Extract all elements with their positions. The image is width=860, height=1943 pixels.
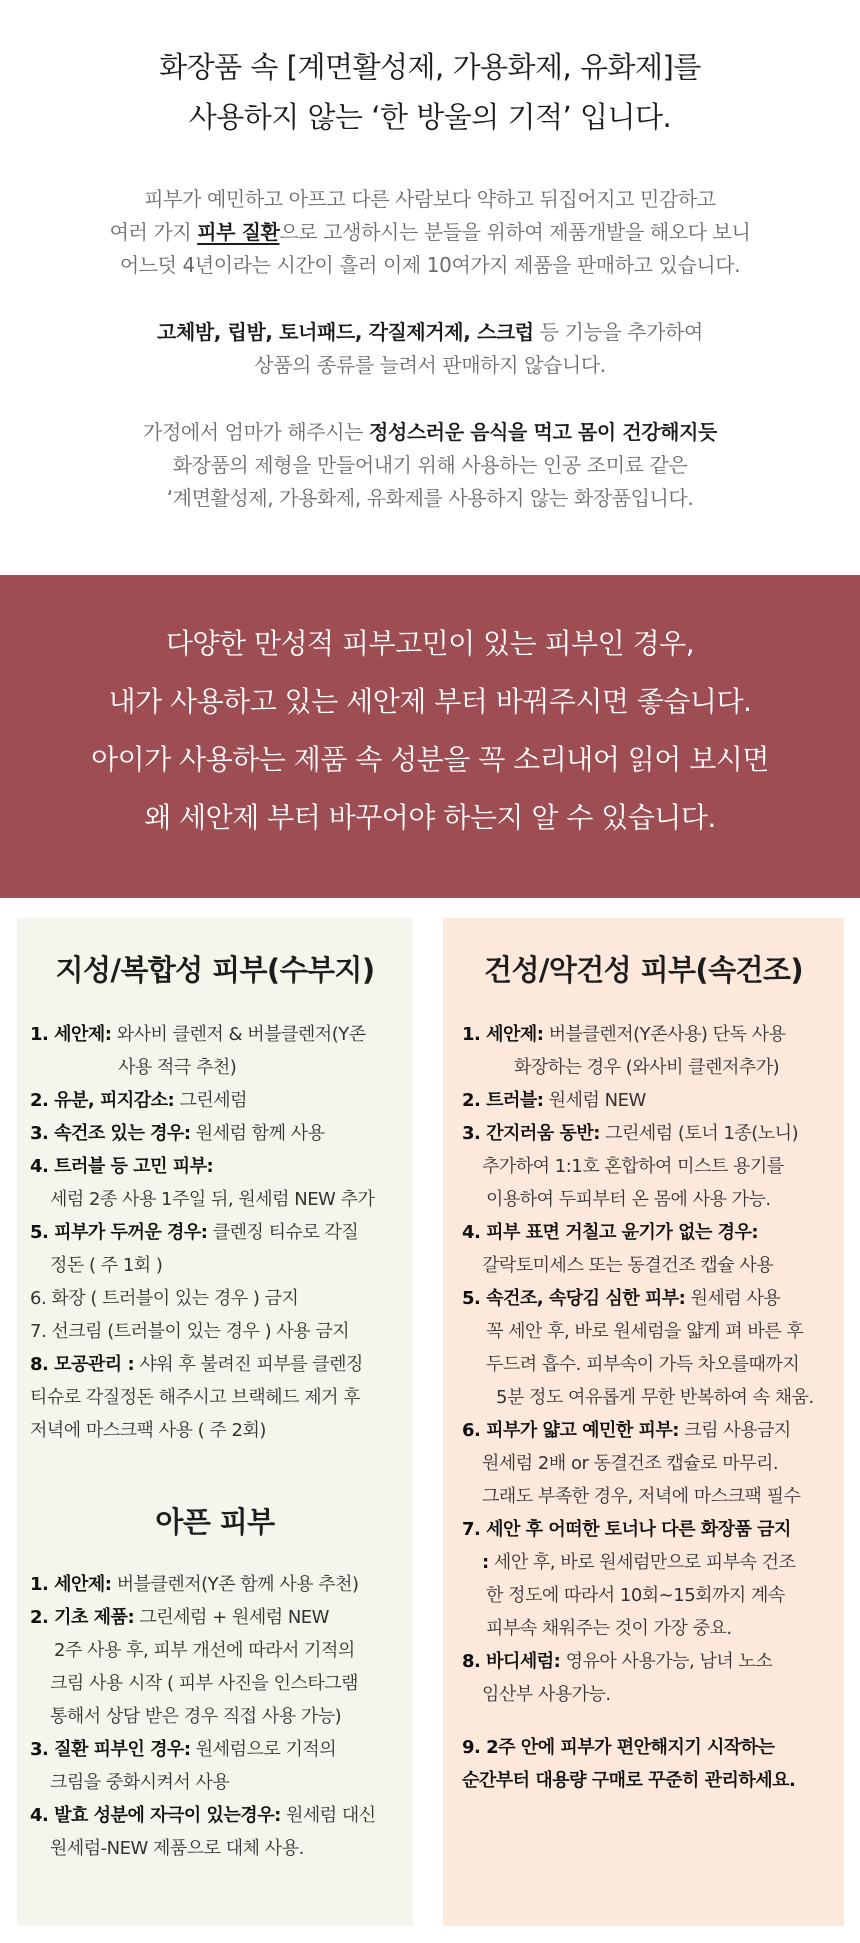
item-text: 원세럼 사용 — [685, 1288, 781, 1309]
list-item-continuation: 갈락토미세스 또는 동결건조 캡슐 사용 — [482, 1255, 774, 1276]
item-label: 2. 유분, 피지감소: — [30, 1090, 175, 1111]
list-item-continuation: 원세럼 2배 or 동결건조 캡슐로 마무리. — [482, 1453, 779, 1474]
item-text: 원세럼으로 기적의 — [190, 1739, 337, 1760]
item-label: 1. 세안제: — [30, 1574, 112, 1595]
banner-line: 아이가 사용하는 제품 속 성분을 꼭 소리내어 읽어 보시면 — [91, 743, 769, 776]
intro-paragraph-2 — [0, 316, 860, 382]
item-text: 버블클렌저(Y존 함께 사용 추천) — [111, 1574, 359, 1595]
summary-note — [462, 1731, 838, 1797]
dry-skin-card — [443, 918, 844, 1926]
item-text: 와사비 클렌저 & 버블클렌저(Y존 — [111, 1024, 366, 1045]
list-item — [462, 1546, 838, 1579]
list-item-continuation: 그래도 부족한 경우, 저녁에 마스크팩 필수 — [482, 1486, 801, 1507]
list-item-continuation: 크림을 중화시켜서 사용 — [50, 1772, 230, 1793]
sensitive-skin-guide-list — [30, 1568, 407, 1865]
list-item-continuation: 두드려 흡수. 피부속이 가득 차오를때까지 — [486, 1354, 800, 1375]
item-label: 7. 세안 후 어떠한 토너나 다른 화장품 금지 — [462, 1519, 791, 1540]
paragraph-line — [0, 316, 860, 349]
list-item-continuation: 저녁에 마스크팩 사용 ( 주 2회) — [30, 1420, 266, 1441]
list-item-continuation: 한 정도에 따라서 10회~15회까지 계속 — [486, 1585, 785, 1606]
list-item — [462, 1645, 838, 1678]
list-item — [462, 1084, 838, 1117]
list-item-continuation: 추가하여 1:1호 혼합하여 미스트 용기를 — [482, 1156, 784, 1177]
list-item-continuation: 세럼 2종 사용 1주일 뒤, 원세럼 NEW 추가 — [50, 1189, 375, 1210]
emphasis-text: 고체밤, 립밤, 토너패드, 각질제거제, 스크럽 — [157, 320, 534, 344]
item-label: 4. 트러블 등 고민 피부: — [30, 1156, 214, 1177]
list-item — [30, 1601, 407, 1634]
list-item-continuation: 화장하는 경우 (와사비 클렌저추가) — [514, 1057, 780, 1078]
list-item — [30, 1282, 407, 1315]
item-text: 그린세럼 + 원세럼 NEW — [134, 1607, 329, 1628]
list-item — [30, 1150, 407, 1183]
item-label: 4. 피부 표면 거칠고 윤기가 없는 경우: — [462, 1222, 759, 1243]
paragraph-line — [0, 216, 860, 249]
paragraph-text: 여러 가지 — [109, 220, 198, 244]
list-item — [462, 1513, 838, 1546]
list-item-continuation: 티슈로 각질정돈 해주시고 브랙헤드 제거 후 — [30, 1387, 361, 1408]
banner-line: 왜 세안제 부터 바꾸어야 하는지 알 수 있습니다. — [144, 801, 716, 834]
headline-line: 화장품 속 [계면활성제, 가용화제, 유화제]를 — [159, 50, 701, 84]
paragraph-line: 상품의 종류를 늘려서 판매하지 않습니다. — [254, 353, 606, 377]
paragraph-line: 피부가 예민하고 아프고 다른 사람보다 약하고 뒤집어지고 민감하고 — [144, 187, 716, 211]
list-item — [30, 1117, 407, 1150]
card-title: 지성/복합성 피부(수부지) — [55, 953, 375, 987]
list-item — [30, 1568, 407, 1601]
item-text: 샤워 후 불려진 피부를 클렌징 — [134, 1354, 363, 1375]
headline — [0, 42, 860, 142]
list-item — [30, 1315, 407, 1348]
item-label: 2. 기초 제품: — [30, 1607, 135, 1628]
banner-line: 다양한 만성적 피부고민이 있는 피부인 경우, — [165, 627, 695, 660]
item-text: 6. 화장 ( 트러블이 있는 경우 ) 금지 — [30, 1288, 299, 1309]
cleanser-banner — [0, 575, 860, 898]
list-item-continuation: 사용 적극 추천) — [118, 1057, 237, 1078]
list-item — [462, 1216, 838, 1249]
paragraph-text: 으로 고생하시는 분들을 위하여 제품개발을 해오다 보니 — [279, 220, 751, 244]
list-item-continuation: 원세럼-NEW 제품으로 대체 사용. — [50, 1838, 304, 1859]
item-text: 그린세럼 (토너 1종(노니) — [599, 1123, 799, 1144]
item-label: 5. 피부가 두꺼운 경우: — [30, 1222, 208, 1243]
item-label: 2. 트러블: — [462, 1090, 544, 1111]
item-text: 세안 후, 바로 원세럼만으로 피부속 건조 — [488, 1552, 796, 1573]
emphasis-text: 피부 질환 — [197, 220, 280, 244]
paragraph-text: 등 기능을 추가하여 — [533, 320, 703, 344]
list-item-continuation: 크림 사용 시작 ( 피부 사진을 인스타그램 — [50, 1673, 359, 1694]
item-text: 원세럼 대신 — [280, 1805, 376, 1826]
list-item — [30, 1733, 407, 1766]
emphasis-text: 정성스러운 음식을 먹고 몸이 건강해지듯 — [369, 420, 717, 444]
list-item-continuation: 꼭 세안 후, 바로 원세럼을 얇게 펴 바른 후 — [486, 1321, 804, 1342]
list-item-continuation: 임산부 사용가능. — [482, 1684, 611, 1705]
paragraph-line: ‘계면활성제, 가용화제, 유화제를 사용하지 않는 화장품입니다. — [166, 486, 694, 510]
item-text: 7. 선크림 (트러블이 있는 경우 ) 사용 금지 — [30, 1321, 350, 1342]
list-item-continuation: 이용하여 두피부터 온 몸에 사용 가능. — [486, 1189, 771, 1210]
banner-line: 내가 사용하고 있는 세안제 부터 바꿔주시면 좋습니다. — [108, 685, 752, 718]
item-text: 크림 사용금지 — [679, 1420, 791, 1441]
paragraph-line: 화장품의 제형을 만들어내기 위해 사용하는 인공 조미료 같은 — [172, 453, 688, 477]
list-item — [30, 1216, 407, 1249]
card-title: 건성/악건성 피부(속건조) — [484, 953, 803, 987]
list-item-continuation: 5분 정도 여유롭게 무한 반복하여 속 채움. — [496, 1387, 814, 1408]
note-line: 9. 2주 안에 피부가 편안해지기 시작하는 — [462, 1737, 775, 1758]
paragraph-text: 가정에서 엄마가 해주시는 — [143, 420, 370, 444]
card-subtitle: 아픈 피부 — [155, 1505, 275, 1539]
list-item — [30, 1084, 407, 1117]
item-text: 버블클렌저(Y존사용) 단독 사용 — [543, 1024, 786, 1045]
item-label: 5. 속건조, 속당김 심한 피부: — [462, 1288, 686, 1309]
list-item — [462, 1414, 838, 1447]
item-label: 1. 세안제: — [30, 1024, 112, 1045]
item-label: 3. 질환 피부인 경우: — [30, 1739, 191, 1760]
list-item-continuation: 정돈 ( 주 1회 ) — [50, 1255, 163, 1276]
intro-section — [0, 0, 860, 575]
item-label: 3. 간지러움 동반: — [462, 1123, 600, 1144]
item-text: 클렌징 티슈로 각질 — [207, 1222, 359, 1243]
intro-paragraph-3 — [0, 416, 860, 515]
item-label: 3. 속건조 있는 경우: — [30, 1123, 191, 1144]
item-text: 원세럼 NEW — [543, 1090, 646, 1111]
paragraph-line — [0, 416, 860, 449]
item-text: 원세럼 함께 사용 — [190, 1123, 325, 1144]
list-item — [30, 1018, 407, 1051]
item-label: 6. 피부가 얇고 예민한 피부: — [462, 1420, 680, 1441]
note-line: 순간부터 대용량 구매로 꾸준히 관리하세요. — [462, 1770, 796, 1791]
oily-skin-guide-list — [30, 1018, 407, 1447]
list-item — [30, 1799, 407, 1832]
list-item-continuation: 피부속 채워주는 것이 가장 중요. — [486, 1618, 732, 1639]
item-label: : — [482, 1552, 489, 1573]
dry-skin-guide-list — [462, 1018, 838, 1797]
banner-text — [0, 615, 860, 847]
item-label: 8. 모공관리 : — [30, 1354, 135, 1375]
list-item — [462, 1018, 838, 1051]
paragraph-line: 어느덧 4년이라는 시간이 흘러 이제 10여가지 제품을 판매하고 있습니다. — [119, 253, 741, 277]
list-item-continuation: 2주 사용 후, 피부 개선에 따라서 기적의 — [54, 1640, 355, 1661]
item-label: 4. 발효 성분에 자극이 있는경우: — [30, 1805, 281, 1826]
list-item — [462, 1282, 838, 1315]
list-item-continuation: 통해서 상담 받은 경우 직접 사용 가능) — [50, 1706, 342, 1727]
item-text: 영유아 사용가능, 남녀 노소 — [560, 1651, 773, 1672]
list-item — [462, 1117, 838, 1150]
oily-skin-card — [17, 918, 413, 1926]
item-text: 그린세럼 — [174, 1090, 248, 1111]
item-label: 8. 바디세럼: — [462, 1651, 561, 1672]
item-label: 1. 세안제: — [462, 1024, 544, 1045]
list-item — [30, 1348, 407, 1381]
headline-line: 사용하지 않는 ‘한 방울의 기적’ 입니다. — [188, 100, 672, 134]
intro-paragraph-1 — [0, 183, 860, 282]
